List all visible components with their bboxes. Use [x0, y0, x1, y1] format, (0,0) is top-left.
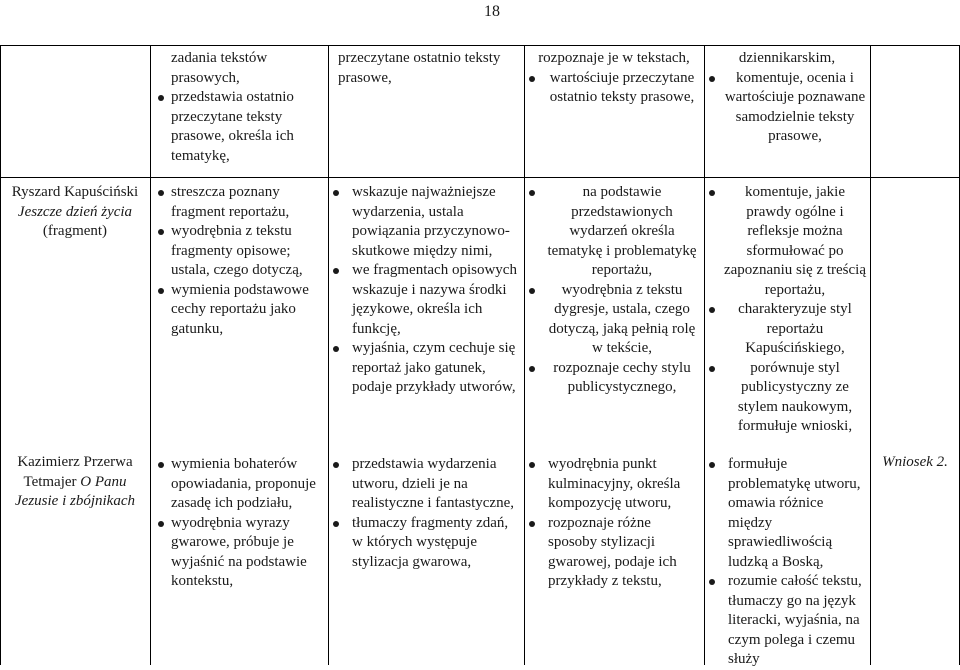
bullet-item: porównuje styl publicystyczny ze stylem naukowym, formułuje wnioski, — [706, 359, 868, 437]
row1-col3-cell — [330, 183, 522, 398]
row2-extra-cell: Wniosek 2. — [882, 454, 948, 470]
bullet-item: przedstawia ostatnio przeczytane teksty prasowe, określa ich tematykę, — [155, 88, 326, 166]
cell-intro: rozpoznaje je w tekstach, — [538, 50, 690, 66]
bullet-item: streszcza poznany fragment reportażu, — [155, 183, 326, 222]
cell-intro: zadania tekstów prasowych, — [171, 50, 268, 86]
bullet-item: wymienia bohaterów opowiadania, proponuje zasadę ich podziału, — [155, 455, 326, 514]
bullet-item: wymienia podstawowe cechy reportażu jako gatunku, — [155, 281, 326, 340]
row2-col2-cell — [152, 455, 326, 592]
bullet-item: komentuje, ocenia i wartościuje poznawane samodzielnie teksty prasowe, — [706, 69, 868, 147]
bullet-item: wyodrębnia wyrazy gwarowe, próbuje je wyjaśnić na podstawie kontekstu, — [155, 514, 326, 592]
row1-col5-cell — [706, 183, 868, 437]
bullet-item: rozpoznaje cechy stylu publicystycznego, — [526, 359, 702, 398]
row2-col4-cell — [526, 455, 702, 592]
row2-col3-cell — [330, 455, 522, 572]
cell-intro: przeczytane ostatnio teksty prasowe, — [338, 50, 501, 86]
bullet-item: wskazuje najważniejsze wydarzenia, ustala powiązania przyczynowo-skutkowe między nimi, — [330, 183, 522, 261]
cell-intro: dziennikarskim, — [738, 50, 836, 66]
row0-col2-cell — [152, 49, 326, 166]
bullet-item: wyodrębnia z tekstu fragmenty opisowe; ustala, czego dotyczą, — [155, 222, 326, 281]
bullet-item: formułuje problematykę utworu, omawia różnice między sprawiedliwością ludzką a Boską, — [706, 455, 868, 572]
row2-col5-cell — [706, 455, 868, 670]
bullet-item: komentuje, jakie prawdy ogólne i refleksje można sformułować po zapoznaniu się z treścią reportażu, — [706, 183, 868, 300]
bullet-item: tłumaczy fragmenty zdań, w których występuje stylizacja gwarowa, — [330, 514, 522, 573]
row0-col5-cell — [706, 49, 868, 147]
bullet-item: wyjaśnia, czym cechuje się reportaż jako gatunek, podaje przykłady utworów, — [330, 339, 522, 398]
row0-col4-cell — [526, 49, 702, 108]
title-suffix: (fragment) — [42, 223, 108, 239]
title-work: Jeszcze dzień życia — [17, 203, 133, 220]
title-author: Kazimierz Przerwa Tetmajer — [17, 454, 133, 490]
page-number: 18 — [484, 3, 500, 20]
bullet-item: wyodrębnia punkt kulminacyjny, określa kompozycję utworu, — [526, 455, 702, 514]
bullet-item: wartościuje przeczytane ostatnio teksty prasowe, — [526, 69, 702, 108]
row2-title-cell — [2, 453, 148, 512]
row1-col2-cell — [152, 183, 326, 339]
bullet-item: wyodrębnia z tekstu dygresje, ustala, czego dotyczą, jaką pełnią rolę w tekście, — [526, 281, 702, 359]
title-work: O Panu Jezusie i zbójnikach — [15, 473, 135, 509]
title-author: Ryszard Kapuściński — [11, 184, 139, 200]
row0-col3-cell — [330, 49, 522, 88]
row1-col4-cell — [526, 183, 702, 398]
bullet-item: charakteryzuje styl reportażu Kapuścińskiego, — [706, 300, 868, 359]
bullet-item: przedstawia wydarzenia utworu, dzieli je na realistyczne i fantastyczne, — [330, 455, 522, 514]
bullet-item: na podstawie przedstawionych wydarzeń określa tematykę i problematykę reportażu, — [526, 183, 702, 281]
bullet-item: we fragmentach opisowych wskazuje i nazywa środki językowe, określa ich funkcję, — [330, 261, 522, 339]
bullet-item: rozumie całość tekstu, tłumaczy go na język literacki, wyjaśnia, na czym polega i czemu służy — [706, 572, 868, 670]
row1-title-cell — [2, 183, 148, 242]
bullet-item: rozpoznaje różne sposoby stylizacji gwarowej, podaje ich przykłady z tekstu, — [526, 514, 702, 592]
